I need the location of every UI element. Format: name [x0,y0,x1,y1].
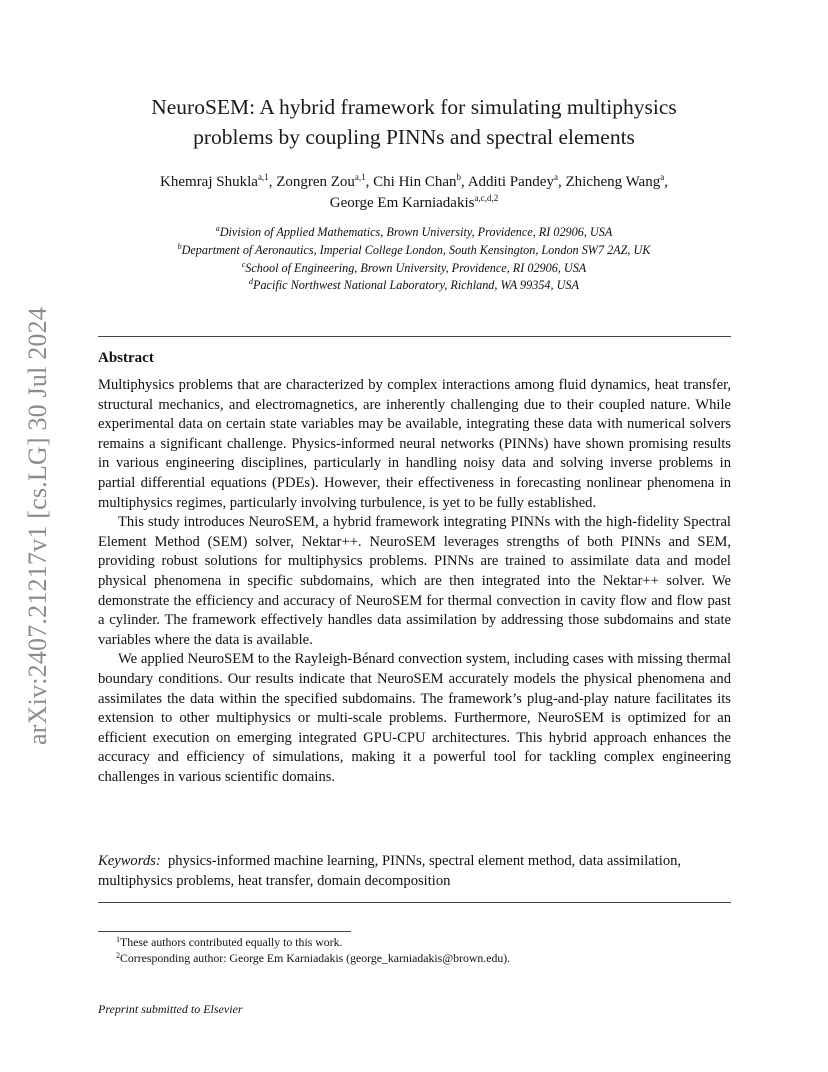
footnotes [98,934,738,966]
abstract-paragraph: This study introduces NeuroSEM, a hybrid framework integrating PINNs with the high-fidelity Spectral Element Method (SEM) solver, Nektar++. NeuroSEM leverages strengths of both PINNs and SEM, providing robust solutions for multiphysics problems. PINNs are trained to assimilate data and model physical phenomena in specific subdomains, which are then integrated into the Nektar++ solver. We demonstrate the efficiency and accuracy of NeuroSEM for thermal convection in cavity flow and flow past a cylinder. The framework effectively handles data assimilation by addressing those subdomains and state variables where the data is available. [98,514,731,648]
abstract-top-divider [98,336,731,337]
author-list [98,172,730,214]
affiliation-mark: b [177,241,182,251]
title-line-1: NeuroSEM: A hybrid framework for simulating multiphysics [151,95,677,119]
footnote-item [98,934,738,950]
author-name: Additi Pandey [467,174,554,190]
affiliation-mark: d [249,277,254,287]
footnote-text: Corresponding author: George Em Karniadakis (george_karniadakis@brown.edu). [120,951,511,965]
author-separator: , [365,174,374,190]
author-line-1 [98,172,730,193]
author-name: Khemraj Shukla [160,174,258,190]
author-line-2 [98,193,730,214]
keywords-text: physics-informed machine learning, PINNs, spectral element method, data assimilation, multiphysics problems, heat transfer, domain decomposition [98,853,682,889]
affiliation-list [98,224,730,295]
affiliation-text: Pacific Northwest National Laboratory, Richland, WA 99354, USA [253,278,579,293]
arxiv-identifier-stamp [18,296,58,756]
affiliation-item [98,224,730,242]
author-name: George Em Karniadakis [329,195,475,211]
keywords-label: Keywords: [98,853,161,869]
author-name: Chi Hin Chan [373,174,457,190]
author-separator: , [461,174,468,190]
author-affiliation-mark: a [553,172,558,182]
footnote-divider [98,931,351,932]
author-separator: , [664,174,668,190]
footnote-item [98,950,738,966]
author-separator: , [268,174,277,190]
paper-title [98,92,730,152]
abstract-bottom-divider [98,902,731,903]
footnote-text: These authors contributed equally to this work. [120,935,343,949]
affiliation-item [98,260,730,278]
author-separator: , [557,174,566,190]
preprint-note: Preprint submitted to Elsevier [98,1002,243,1016]
abstract-paragraph: We applied NeuroSEM to the Rayleigh-Bénard convection system, including cases with missing thermal boundary conditions. Our results indicate that NeuroSEM accurately models the physical phenomena and assimilates the data within the specified subdomains. The framework’s plug-and-play nature facilitates its extension to other multiphysics or multi-scale problems. Furthermore, NeuroSEM is optimized for an efficient execution on emerging integrated GPU-CPU architectures. This hybrid approach enhances the accuracy and efficiency of simulations, making it a powerful tool for tackling complex engineering challenges in various scientific domains. [98,651,731,785]
affiliation-item [98,277,730,295]
affiliation-item [98,242,730,260]
footnote-mark: 2 [116,951,120,960]
title-line-2: problems by coupling PINNs and spectral elements [193,125,635,149]
affiliation-mark: a [215,224,220,233]
author-name: Zhicheng Wang [565,174,661,190]
affiliation-text: Department of Aeronautics, Imperial College London, South Kensington, London SW7 2AZ, UK [181,242,651,257]
author-affiliation-mark: a,1 [354,172,366,182]
affiliation-text: School of Engineering, Brown University, Providence, RI 02906, USA [245,260,587,275]
abstract-heading: Abstract [98,350,154,366]
affiliation-text: Division of Applied Mathematics, Brown University, Providence, RI 02906, USA [219,225,613,239]
abstract-paragraph: Multiphysics problems that are characterized by complex interactions among fluid dynamics, heat transfer, structural mechanics, and electromagnetics, are inherently challenging due to their coupled nature. While experimental data on certain state variables may be available, integrating these data with numerical solvers remains a significant challenge. Physics-informed neural networks (PINNs) have shown promising results in various engineering disciplines, particularly in handling noisy data and solving inverse problems in partial differential equations (PDEs). However, their effectiveness in forecasting nonlinear phenomena in multiphysics regimes, particularly involving turbulence, is yet to be fully established. [98,377,731,511]
author-affiliation-mark: a,c,d,2 [474,193,499,203]
author-affiliation-mark: b [456,172,462,182]
arxiv-identifier-text: arXiv:2407.21217v1 [cs.LG] 30 Jul 2024 [23,307,52,745]
author-affiliation-mark: a [660,172,665,182]
footnote-mark: 1 [116,935,120,944]
affiliation-mark: c [241,259,246,269]
abstract-body [98,376,731,787]
keywords [98,852,731,891]
author-name: Zongren Zou [276,174,355,190]
author-affiliation-mark: a,1 [257,172,269,182]
